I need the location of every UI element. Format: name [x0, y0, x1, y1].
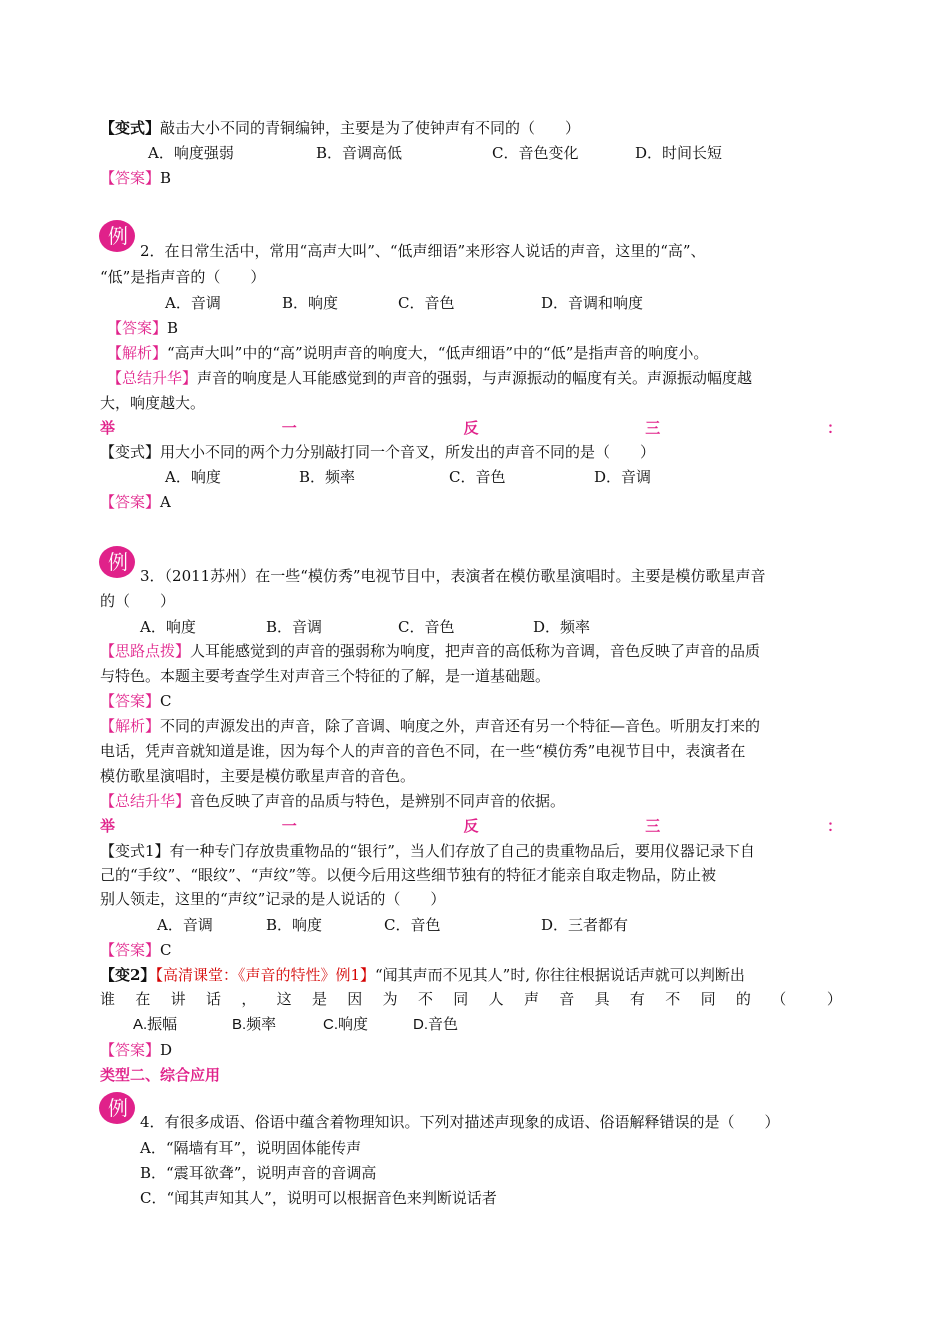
- q2v-answer: [100, 491, 171, 513]
- q3v1-answer-value: C: [160, 941, 172, 959]
- example-badge-label: 例: [108, 550, 128, 574]
- q3-variant2-text: “闻其声而不见其人”时, 你往往根据说话声就可以判断出: [374, 966, 745, 984]
- option-b: B．音调高低: [316, 144, 403, 162]
- q3-hint-line2: 与特色。本题主要考查学生对声音三个特征的了解，是一道基础题。: [100, 667, 551, 685]
- q2-answer-value: B: [167, 319, 179, 337]
- juyi-fansan-heading: [100, 417, 842, 439]
- q3v2-option-a: A.振幅: [133, 1016, 178, 1033]
- q3v1-answer: [100, 939, 172, 961]
- q3-hint-tag: 【思路点拨】: [100, 642, 191, 660]
- q2-summary: [107, 367, 752, 389]
- char: 这: [276, 990, 292, 1008]
- char: 讲: [170, 990, 186, 1008]
- q2-variant-tag: 【变式】: [100, 443, 161, 461]
- q3-hint: [100, 640, 760, 662]
- char: 同: [700, 990, 716, 1008]
- q3-analysis-text1: 不同的声源发出的声音，除了音调、响度之外，声音还有另一个特征—音色。听朋友打来的: [160, 717, 761, 735]
- char: 因: [347, 990, 363, 1008]
- q2v-option-d: D．音调: [594, 468, 652, 486]
- juyi-char: ：: [826, 817, 842, 835]
- question-2-line1: 2．在日常生活中，常用“高声大叫”、“低声细语”来形容人说话的声音，这里的“高”、: [140, 242, 706, 260]
- q2v-option-a: A．响度: [165, 468, 221, 486]
- q2-variant-text: 用大小不同的两个力分别敲打同一个音叉，所发出的声音不同的是（ ）: [160, 443, 656, 461]
- q3v1-option-c: C．音色: [384, 916, 441, 934]
- q4-option-b: B．“震耳欲聋”，说明声音的音调高: [140, 1164, 377, 1182]
- juyi-char: 举: [100, 817, 116, 835]
- q3-summary: [100, 790, 565, 812]
- q2-summary-tag: 【总结升华】: [107, 369, 198, 387]
- juyi-char: 反: [463, 817, 479, 835]
- q3-analysis-tag: 【解析】: [100, 717, 161, 735]
- q2-summary-line2: 大，响度越大。: [100, 394, 206, 412]
- q2-answer-tag: 【答案】: [107, 319, 168, 337]
- example-badge-label: 例: [108, 224, 128, 248]
- q2-analysis: [107, 342, 708, 364]
- q4-option-a: A．“隔墙有耳”，说明固体能传声: [140, 1139, 362, 1157]
- juyi-char: 举: [100, 419, 116, 437]
- q2-option-b: B．响度: [282, 294, 339, 312]
- q3-analysis-line2: 电话，凭声音就知道是谁，因为每个人的声音的音色不同，在一些“模仿秀”电视节目中，表演者在: [100, 742, 746, 760]
- q2v-answer-value: A: [160, 493, 171, 511]
- q3v2-option-b: B.频率: [232, 1016, 277, 1033]
- q3v2-option-c: C.响度: [323, 1016, 369, 1033]
- q3v1-option-d: D．三者都有: [541, 916, 629, 934]
- char: ）: [826, 990, 842, 1008]
- char: 是: [311, 990, 327, 1008]
- q4-option-c: C．“闻其声知其人”，说明可以根据音色来判断说话者: [140, 1189, 497, 1207]
- char: 人: [488, 990, 504, 1008]
- variant-text: 敲击大小不同的青铜编钟，主要是为了使钟声有不同的（ ）: [160, 119, 581, 137]
- q3-variant1-line2: 己的“手纹”、“眼纹”、“声纹”等。以便今后用这些细节独有的特征才能亲自取走物品，防止被: [100, 866, 717, 884]
- answer-tag: 【答案】: [100, 169, 161, 187]
- char: 的: [735, 990, 751, 1008]
- q3-variant1-text1: 有一种专门存放贵重物品的“银行”，当人们存放了自己的贵重物品后，要用仪器记录下自: [169, 842, 755, 860]
- char: 具: [594, 990, 610, 1008]
- char: 话: [205, 990, 221, 1008]
- char: 音: [559, 990, 575, 1008]
- q3-analysis: [100, 715, 760, 737]
- question-4-line1: 4．有很多成语、俗语中蕴含着物理知识。下列对描述声现象的成语、俗语解释错误的是（ ）: [140, 1113, 780, 1131]
- q3-variant1: [100, 840, 755, 862]
- q3-option-b: B．音调: [266, 618, 323, 636]
- q2v-answer-tag: 【答案】: [100, 493, 161, 511]
- char: 谁: [100, 990, 116, 1008]
- q3-summary-tag: 【总结升华】: [100, 792, 191, 810]
- q3-variant1-tag: 【变式1】: [100, 842, 170, 860]
- variant-tag: 【变式】: [100, 119, 161, 137]
- q2-summary-text1: 声音的响度是人耳能感觉到的声音的强弱，与声源振动的幅度有关。声源振动幅度越: [197, 369, 753, 387]
- char: 为: [382, 990, 398, 1008]
- juyi-char: 一: [281, 817, 297, 835]
- juyi-char: 一: [281, 419, 297, 437]
- q3-answer: [100, 690, 172, 712]
- question-2-line2: “低”是指声音的（ ）: [100, 268, 266, 286]
- option-d: D．时间长短: [635, 144, 723, 162]
- example-badge-label: 例: [108, 1096, 128, 1120]
- juyi-char: 反: [463, 419, 479, 437]
- option-a: A．响度强弱: [148, 144, 234, 162]
- option-c: C．音色变化: [492, 144, 579, 162]
- q2-option-d: D．音调和响度: [541, 294, 644, 312]
- question-3-line1: 3．（2011苏州）在一些“模仿秀”电视节目中，表演者在模仿歌星演唱时。主要是模仿歌星声音: [140, 567, 766, 585]
- q2v-option-b: B．频率: [299, 468, 356, 486]
- q3-variant2: [100, 964, 745, 986]
- q3-option-a: A．响度: [140, 618, 196, 636]
- q2-option-c: C．音色: [398, 294, 455, 312]
- example-badge-icon: [97, 1086, 137, 1126]
- example-badge-icon: [97, 540, 137, 580]
- gaoqing-ketang-link[interactable]: 【高清课堂：《声音的特性》例1】: [155, 966, 375, 984]
- q2-analysis-tag: 【解析】: [107, 344, 168, 362]
- q3v2-answer-value: D: [160, 1041, 173, 1059]
- char: 同: [453, 990, 469, 1008]
- char: 声: [523, 990, 539, 1008]
- char: 在: [135, 990, 151, 1008]
- q3-variant2-line2: [100, 988, 842, 1010]
- char: 不: [417, 990, 433, 1008]
- q3-option-d: D．频率: [533, 618, 591, 636]
- q3-variant1-line3: 别人领走，这里的“声纹”记录的是人说话的（ ）: [100, 890, 446, 908]
- char: 不: [665, 990, 681, 1008]
- juyi-char: ：: [826, 419, 842, 437]
- q2-variant: [100, 441, 655, 463]
- char: （: [771, 990, 787, 1008]
- juyi-char: 三: [645, 419, 661, 437]
- q3v1-option-b: B．响度: [266, 916, 323, 934]
- q3-hint-text1: 人耳能感觉到的声音的强弱称为响度，把声音的高低称为音调，音色反映了声音的品质: [190, 642, 761, 660]
- q3-answer-tag: 【答案】: [100, 692, 161, 710]
- q3v2-answer-tag: 【答案】: [100, 1041, 161, 1059]
- q2v-option-c: C．音色: [449, 468, 506, 486]
- char: ，: [241, 990, 257, 1008]
- section-heading: 类型二、综合应用: [100, 1066, 221, 1084]
- q3-summary-text: 音色反映了声音的品质与特色，是辨别不同声音的依据。: [190, 792, 566, 810]
- juyi-char: 三: [645, 817, 661, 835]
- q3-option-c: C．音色: [398, 618, 455, 636]
- q3v1-answer-tag: 【答案】: [100, 941, 161, 959]
- juyi-fansan-heading: [100, 815, 842, 837]
- variant-question: [100, 117, 580, 139]
- q3v2-option-d: D.音色: [413, 1016, 459, 1033]
- q3-variant2-tag: 【变2】: [100, 966, 156, 984]
- q2-option-a: A．音调: [165, 294, 221, 312]
- q3-analysis-line3: 模仿歌星演唱时，主要是模仿歌星声音的音色。: [100, 767, 416, 785]
- question-3-line2: 的（ ）: [100, 592, 176, 610]
- answer-value: B: [160, 169, 172, 187]
- example-badge-icon: [97, 214, 137, 254]
- answer-line: [100, 167, 171, 189]
- q3v2-answer: [100, 1039, 172, 1061]
- q3v1-option-a: A．音调: [157, 916, 213, 934]
- q2-analysis-text: “高声大叫”中的“高”说明声音的响度大，“低声细语”中的“低”是指声音的响度小。: [167, 344, 709, 362]
- q2-answer: [107, 317, 178, 339]
- char: 有: [629, 990, 645, 1008]
- q3-answer-value: C: [160, 692, 172, 710]
